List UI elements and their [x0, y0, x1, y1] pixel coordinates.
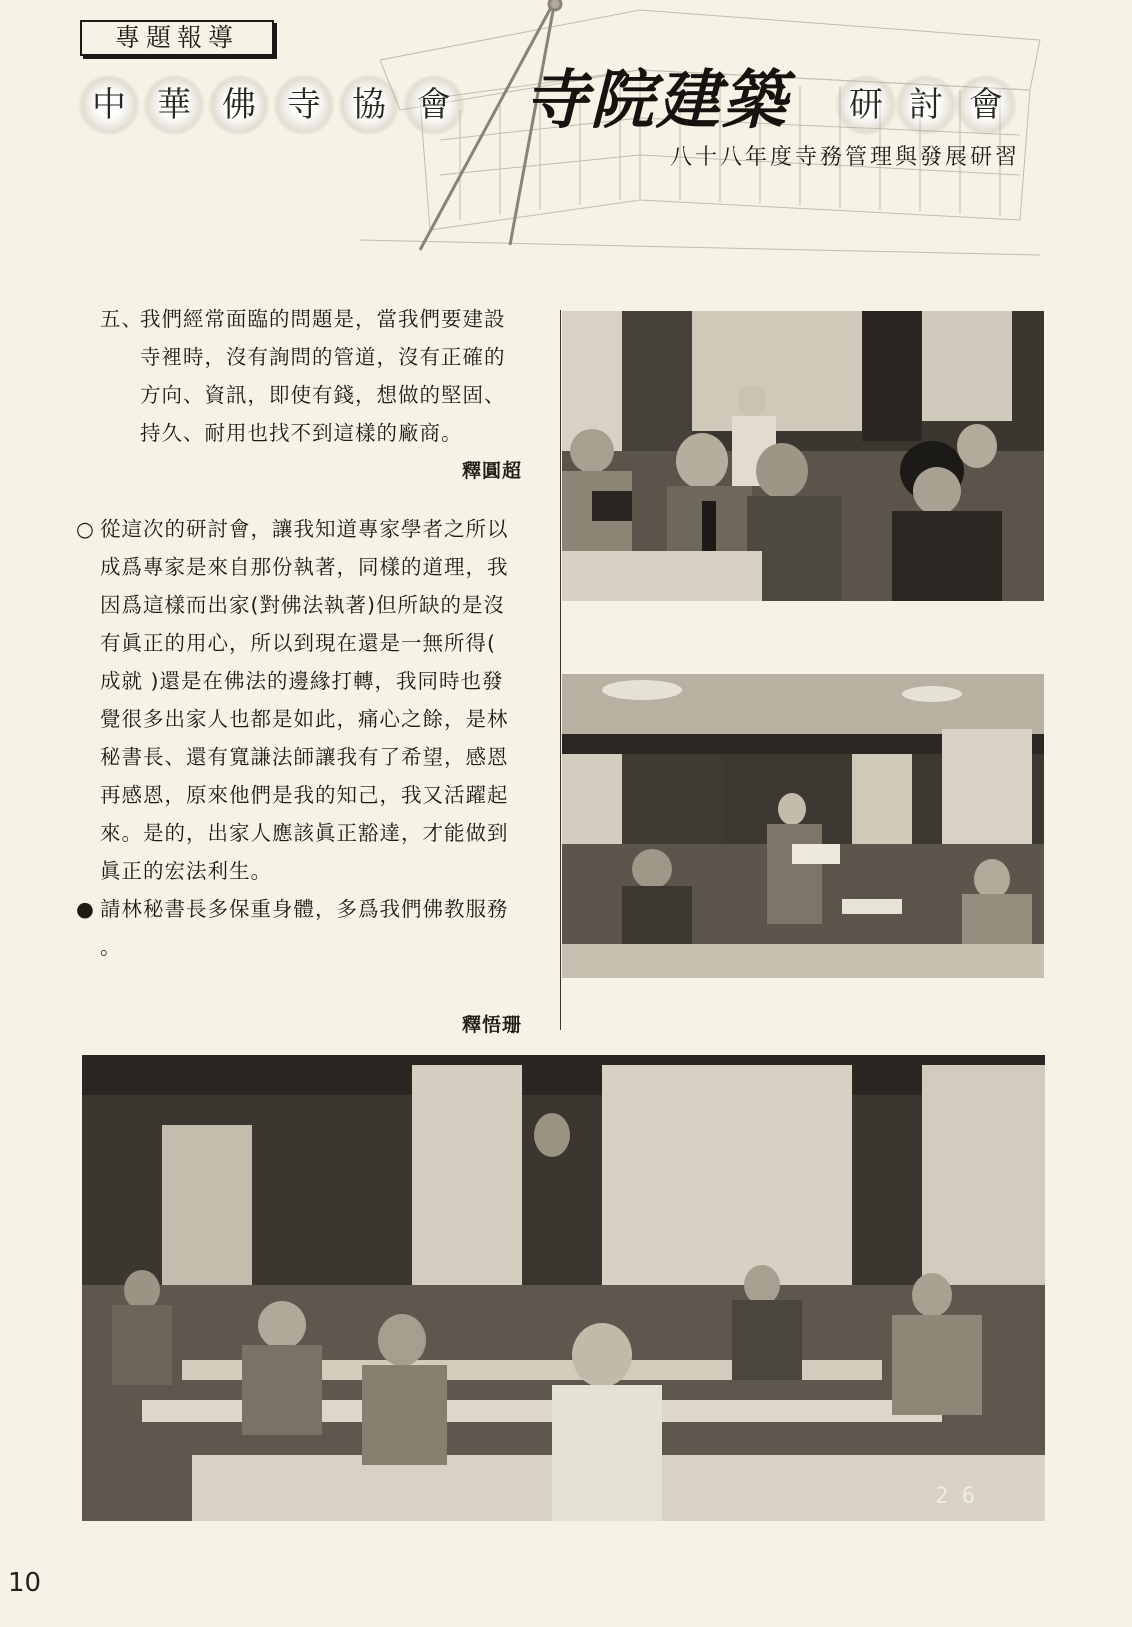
text-line: 。: [100, 935, 122, 959]
seminar-photo-1: [562, 311, 1044, 601]
text-line: 再感恩，原來他們是我的知己，我又活躍起: [100, 783, 509, 807]
text-line: 秘書長、還有寬謙法師讓我有了希望，感恩: [100, 745, 509, 769]
subtitle: 八十八年度寺務管理與發展研習: [670, 145, 1021, 170]
banner-char: 會: [410, 80, 458, 130]
text-line: 我們經常面臨的問題是，當我們要建設: [140, 307, 506, 331]
banner-char: 佛: [215, 80, 263, 130]
banner-char: 華: [150, 80, 198, 130]
circle-marker: ○: [76, 517, 95, 541]
author-name: 釋圓超: [462, 460, 523, 482]
banner-char: 會: [962, 80, 1010, 130]
text-line: 因爲這樣而出家(對佛法執著)但所缺的是沒: [100, 593, 505, 617]
text-line: 成就 )還是在佛法的邊緣打轉，我同時也發: [100, 669, 504, 693]
seminar-photo-3: [82, 1055, 1045, 1521]
bullet-marker: ●: [76, 897, 95, 921]
item-five-line: [100, 300, 540, 338]
banner-char: 研: [842, 80, 890, 130]
text-line-content: 請林秘書長多保重身體，多爲我們佛教服務: [100, 897, 509, 921]
column-divider: [560, 310, 561, 1030]
page-number: 10: [8, 1568, 42, 1598]
item-marker: 五、: [100, 307, 143, 331]
wish-paragraph: [76, 890, 546, 966]
text-line: 眞正的宏法利生。: [100, 859, 272, 883]
item-five-line: 持久、耐用也找不到這樣的廠商。: [140, 421, 463, 445]
item-five: [100, 300, 540, 452]
banner-char: 討: [902, 80, 950, 130]
text-line: 有眞正的用心，所以到現在還是一無所得(: [100, 631, 496, 655]
photo-date-stamp: 2 6: [935, 1484, 975, 1509]
reflection-paragraph: [76, 510, 546, 890]
text-line: 覺很多出家人也都是如此，痛心之餘，是林: [100, 707, 509, 731]
item-five-line: 寺裡時，沒有詢問的管道，沒有正確的: [140, 345, 506, 369]
text-line: 來。是的，出家人應該眞正豁達，才能做到: [100, 821, 509, 845]
text-line-content: 從這次的研討會，讓我知道專家學者之所以: [100, 517, 509, 541]
text-line: [76, 890, 546, 928]
banner-char: 寺: [280, 80, 328, 130]
banner-char: 協: [345, 80, 393, 130]
text-line: 成爲專家是來自那份執著，同樣的道理，我: [100, 555, 509, 579]
item-five-line: 方向、資訊，即使有錢，想做的堅固、: [140, 383, 506, 407]
seminar-photo-2: [562, 674, 1044, 978]
section-label: 專題報導: [80, 20, 274, 56]
banner-title: 寺院建築: [524, 63, 788, 138]
banner-char: 中: [85, 80, 133, 130]
author-name: 釋悟珊: [462, 1014, 523, 1036]
text-line: [76, 510, 546, 548]
